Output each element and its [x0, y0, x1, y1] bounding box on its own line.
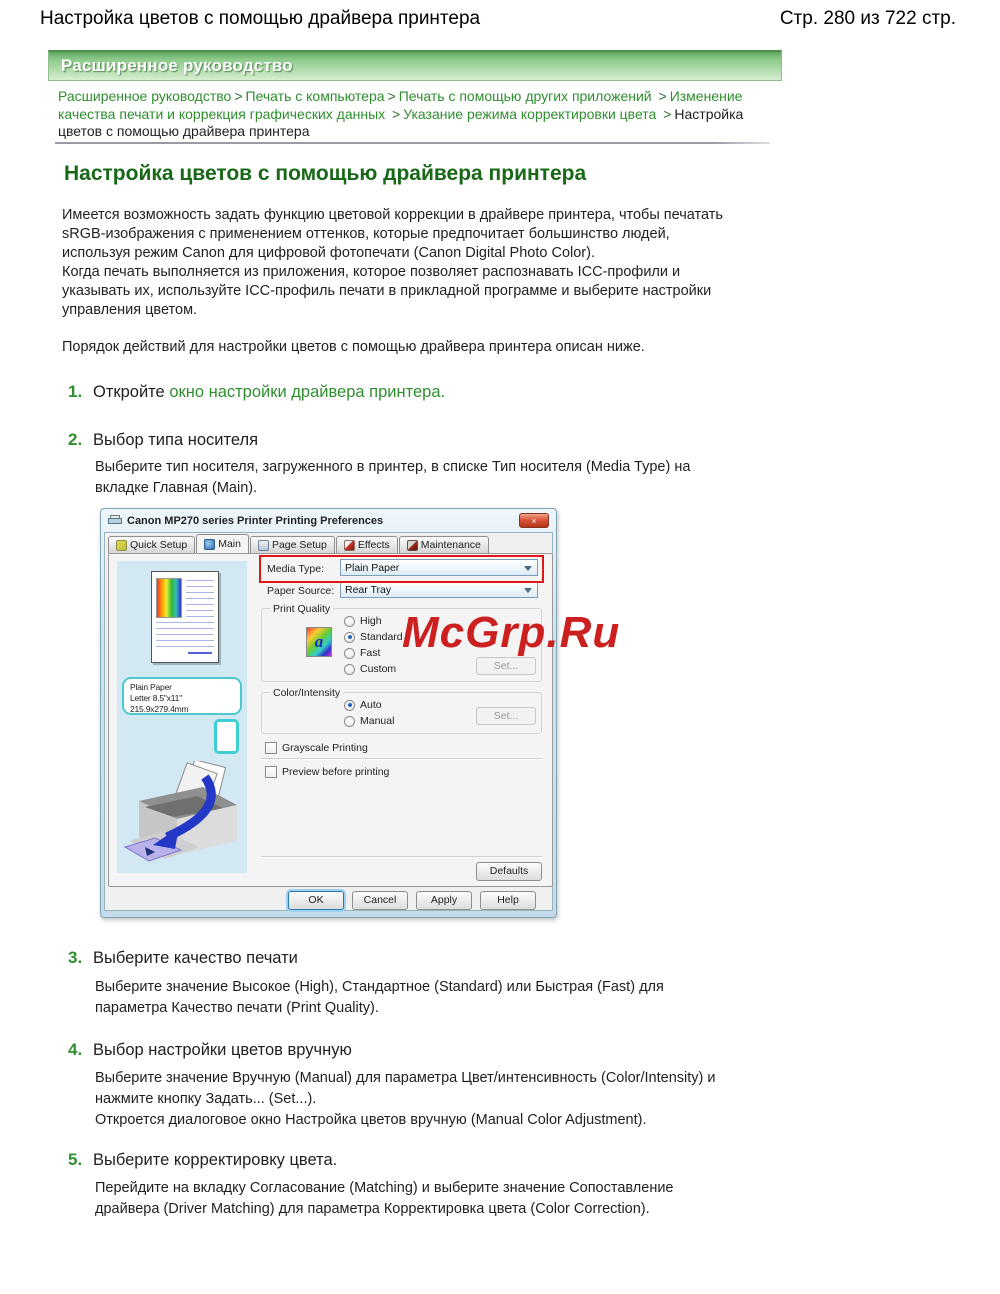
page-setup-icon — [258, 540, 269, 551]
dialog-content — [104, 532, 553, 911]
step-4-body: Выберите значение Вручную (Manual) для параметра Цвет/интенсивность (Color/Intensity) и нажмите кнопку Задать... (Set...). Откроется диалоговое окно Настройка цветов вручную (Manual Color Adjustment). — [95, 1070, 716, 1128]
text-lines-decoration — [156, 622, 214, 648]
effects-icon — [344, 540, 355, 551]
paper-info-box — [122, 677, 242, 715]
radio-selected-icon — [344, 632, 355, 643]
step-3-title: Выберите качество печати — [93, 949, 298, 967]
radio-icon — [344, 648, 355, 659]
section-banner-label: Расширенное руководство — [61, 56, 293, 75]
main-tab-icon — [204, 539, 215, 550]
intro-paragraph: Имеется возможность задать функцию цветовой коррекции в драйвере принтера, чтобы печатать sRGB-изображения с применением оттенков, которые предпочитает большинство людей, используя режим Canon для цифровой фотопечати (Canon Digital Photo Color). Когда печать выполняется из приложения, которое позволяет распознавать ICC-профили и указывать их, используйте ICC-профиль печати в прикладной программе и выберите настройки управления цветом. — [62, 207, 723, 318]
breadcrumb-link[interactable]: Указание режима корректировки цвета — [403, 105, 657, 122]
checkbox-icon — [265, 742, 277, 754]
tab-page-setup[interactable]: Page Setup — [250, 536, 335, 553]
group-divider — [261, 758, 542, 760]
media-type-label: Media Type: — [267, 563, 325, 575]
print-preview-panel — [117, 561, 247, 873]
radio-manual[interactable]: Manual — [344, 715, 394, 727]
site-watermark: McGrp.Ru — [402, 608, 621, 657]
group-divider — [261, 856, 542, 858]
dialog-titlebar[interactable] — [104, 509, 553, 532]
color-intensity-group — [261, 687, 542, 734]
step-3-number: 3. — [68, 948, 83, 967]
breadcrumb-separator: > — [658, 88, 667, 104]
document-header-title: Настройка цветов с помощью драйвера принтера — [40, 8, 481, 29]
chevron-down-icon — [524, 566, 532, 571]
dialog-tab-strip — [108, 534, 490, 553]
lead-paragraph: Порядок действий для настройки цветов с помощью драйвера принтера описан ниже. — [62, 339, 645, 355]
printer-icon — [108, 515, 123, 527]
radio-standard[interactable]: Standard — [344, 631, 403, 643]
orientation-indicator — [214, 719, 239, 754]
radio-icon — [344, 716, 355, 727]
paper-size: Letter 8.5"x11" 215.9x279.4mm — [130, 693, 189, 714]
step-2-title: Выбор типа носителя — [93, 431, 259, 449]
breadcrumb-separator: > — [392, 105, 401, 122]
quality-set-button[interactable]: Set... — [476, 657, 536, 675]
dialog-button-row — [288, 891, 536, 910]
radio-fast[interactable]: Fast — [344, 647, 380, 659]
breadcrumb-link[interactable]: Печать с помощью других приложений — [398, 88, 652, 104]
breadcrumb — [58, 88, 752, 141]
ok-button[interactable]: OK — [288, 891, 344, 910]
tab-maintenance[interactable]: Maintenance — [399, 536, 489, 553]
chevron-down-icon — [524, 588, 532, 593]
color-sample-block — [156, 578, 182, 618]
paper-source-label: Paper Source: — [267, 585, 335, 597]
color-intensity-group-label: Color/Intensity — [270, 687, 343, 699]
step-2-body: Выберите тип носителя, загруженного в принтер, в списке Тип носителя (Media Type) на вкладке Главная (Main). — [95, 459, 691, 496]
radio-icon — [344, 664, 355, 675]
tab-main[interactable]: Main — [196, 534, 249, 553]
underline-decoration — [188, 652, 212, 654]
close-icon[interactable]: × — [519, 513, 549, 528]
step-4-number: 4. — [68, 1040, 83, 1059]
step-1-title — [93, 383, 445, 402]
preview-checkbox[interactable]: Preview before printing — [265, 766, 389, 778]
radio-auto[interactable]: Auto — [344, 699, 382, 711]
breadcrumb-link[interactable]: Расширенное руководство — [58, 88, 232, 104]
breadcrumb-separator: > — [663, 105, 672, 122]
grayscale-checkbox[interactable]: Grayscale Printing — [265, 742, 368, 754]
radio-custom[interactable]: Custom — [344, 663, 396, 675]
step-5-title: Выберите корректировку цвета. — [93, 1151, 338, 1169]
radio-selected-icon — [344, 700, 355, 711]
tab-effects[interactable]: Effects — [336, 536, 398, 553]
driver-setup-window-link[interactable]: окно настройки драйвера принтера. — [169, 383, 446, 401]
print-quality-icon: a — [306, 627, 332, 657]
section-banner — [48, 50, 782, 81]
step-2-number: 2. — [68, 430, 83, 449]
radio-icon — [344, 616, 355, 627]
print-quality-group-label: Print Quality — [270, 603, 333, 615]
tab-quick-setup[interactable]: Quick Setup — [108, 536, 195, 553]
breadcrumb-link[interactable]: Печать с компьютера — [245, 88, 385, 104]
breadcrumb-link[interactable]: Изменение качества печати и коррекция графических данных — [58, 88, 743, 122]
color-set-button[interactable]: Set... — [476, 707, 536, 725]
dialog-title: Canon MP270 series Printer Printing Preferences — [127, 514, 384, 527]
defaults-button[interactable]: Defaults — [476, 862, 542, 881]
printer-preferences-dialog — [100, 508, 557, 918]
paper-source-dropdown[interactable]: Rear Tray — [340, 581, 538, 598]
quick-setup-icon — [116, 540, 127, 551]
maintenance-icon — [407, 540, 418, 551]
breadcrumb-separator: > — [387, 88, 396, 104]
step-5-number: 5. — [68, 1150, 83, 1169]
step-1-title-text: Откройте — [93, 383, 170, 401]
main-tab-panel — [108, 553, 553, 887]
cancel-button[interactable]: Cancel — [352, 891, 408, 910]
page-number-indicator: Стр. 280 из 722 стр. — [779, 8, 956, 29]
apply-button[interactable]: Apply — [416, 891, 472, 910]
step-4-title: Выбор настройки цветов вручную — [93, 1041, 352, 1059]
header-divider — [55, 142, 770, 144]
media-type-dropdown[interactable]: Plain Paper — [340, 559, 538, 576]
checkbox-icon — [265, 766, 277, 778]
step-1-number: 1. — [68, 382, 83, 401]
printer-illustration-icon — [123, 761, 245, 871]
help-button[interactable]: Help — [480, 891, 536, 910]
step-5-body: Перейдите на вкладку Согласование (Matching) и выберите значение Сопоставление драйвера (Driver Matching) для параметра Корректировка цвета (Color Correction). — [95, 1180, 674, 1217]
radio-high[interactable]: High — [344, 615, 382, 627]
page-preview-thumbnail — [151, 571, 219, 663]
page-title: Настройка цветов с помощью драйвера принтера — [64, 162, 587, 185]
breadcrumb-current: Настройка цветов с помощью драйвера принтера — [58, 105, 744, 139]
paper-name: Plain Paper — [130, 682, 172, 692]
breadcrumb-separator: > — [234, 88, 243, 104]
step-3-body: Выберите значение Высокое (High), Стандартное (Standard) или Быстрая (Fast) для параметра Качество печати (Print Quality). — [95, 979, 664, 1016]
text-lines-decoration — [186, 580, 214, 618]
